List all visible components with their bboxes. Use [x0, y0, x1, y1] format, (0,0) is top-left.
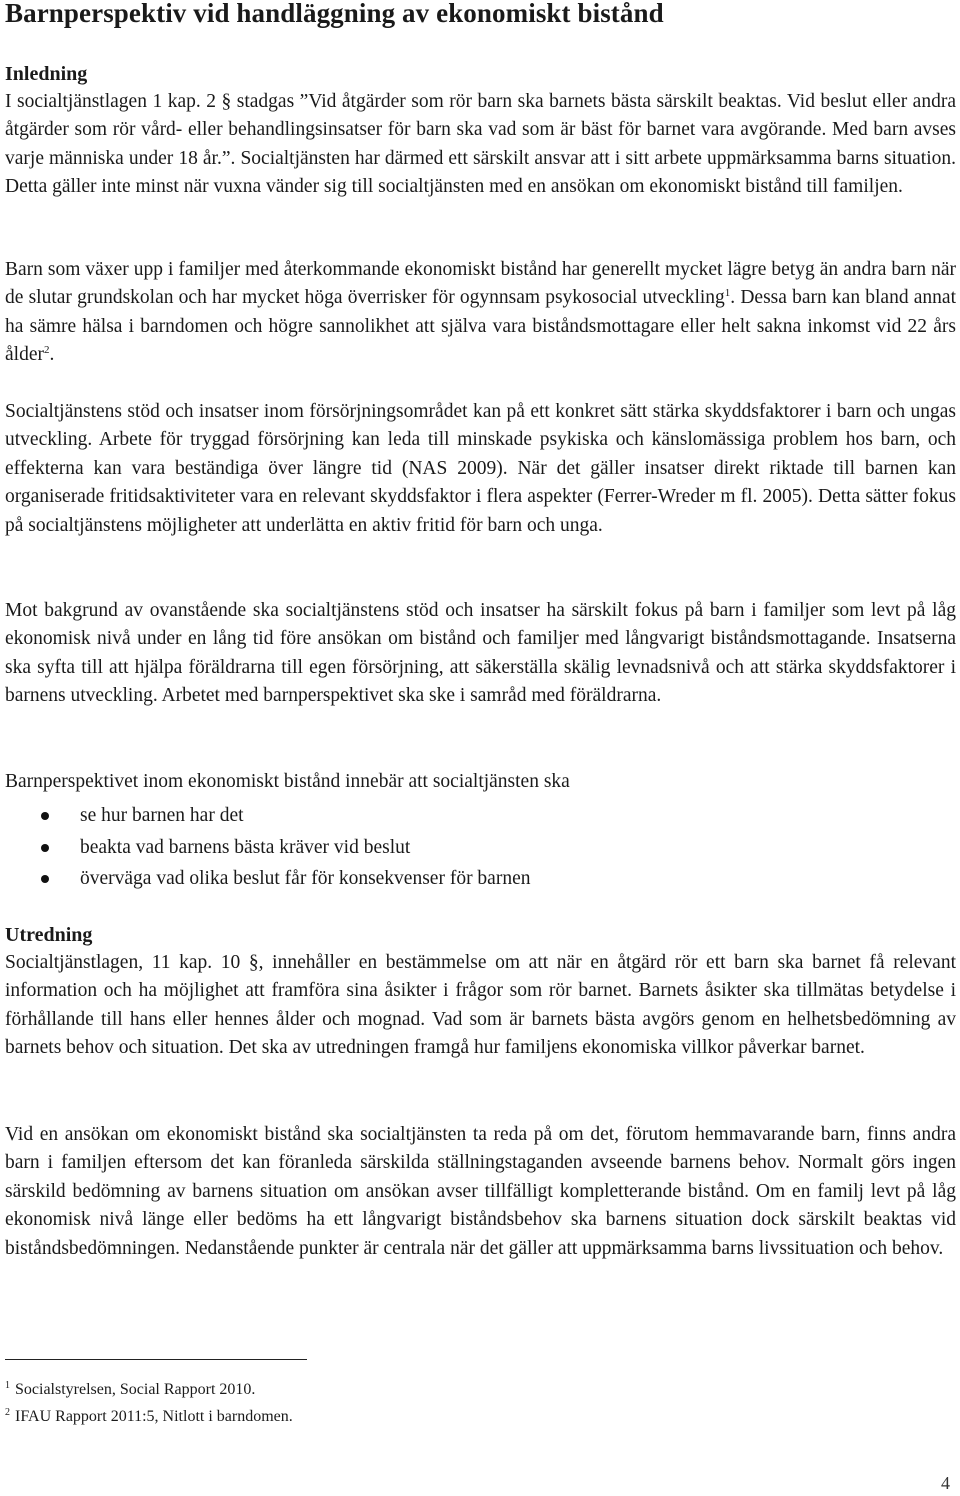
paragraph-text: .: [49, 344, 55, 366]
footnote-text: IFAU Rapport 2011:5, Nitlott i barndomen.: [15, 1408, 293, 1425]
list-item: se hur barnen har det: [5, 800, 956, 832]
section-utredning: [5, 921, 956, 1063]
paragraph-child-perspective: [5, 768, 956, 895]
footnotes: [5, 1376, 293, 1430]
paragraph-text: Barn som växer upp i familjer med återkommande ekonomiskt bistånd har generellt mycket lägre betyg än andra barn när de slutar grundskolan och har mycket höga överrisker för ogynnsam psykosocial utveckling: [5, 259, 956, 309]
document-title: Barnperspektiv vid handläggning av ekonomiskt bistånd: [5, 0, 664, 28]
law-quote-text: I socialtjänstlagen 1 kap. 2 § stadgas ”Vid åtgärder som rör barn ska barnets bästa särskilt beaktas. Vid beslut eller andra åtgärder som rör vård- eller behandlingsinsatser för barn ska vad som är bäst för barnet vara avgörande. Med barn avses varje människa under 18 år.”.: [5, 91, 956, 169]
footnote-item: [5, 1376, 293, 1403]
paragraph-text: Mot bakgrund av ovanstående ska socialtjänstens stöd och insatser ha särskilt fokus på barn i familjer som levt på låg ekonomisk nivå under en lång tid före ansökan om bistånd och familjer med långvarigt biståndsmottagande. Insatserna ska syfta till att hjälpa föräldrarna till egen försörjning, att säkerställa skälig levnadsnivå och att stärka skyddsfaktorer i barnens utveckling. Arbetet med barnperspektivet ska ske i samråd med föräldrarna.: [5, 600, 956, 707]
paragraph-text: Barnperspektivet inom ekonomiskt bistånd innebär att socialtjänsten ska: [5, 771, 570, 792]
footnote-number: 1: [5, 1380, 10, 1391]
list-item: beakta vad barnens bästa kräver vid beslut: [5, 832, 956, 864]
footnote-ref-2: 2: [43, 344, 50, 357]
paragraph-text: . Dessa barn kan bland annat ha sämre hälsa i barndomen och högre sannolikhet att själva vara biståndsmottagare eller helt sakna inkomst vid 22 års ålder: [5, 287, 956, 366]
paragraph-intro-continued: Socialtjänsten har därmed ett särskilt ansvar att i sitt arbete uppmärksamma barns situation. Detta gäller inte minst när vuxna vänder sig till socialtjänsten med en ansökan om ekonomiskt bistånd till familjen.: [5, 147, 956, 198]
footnote-text: Socialstyrelsen, Social Rapport 2010.: [15, 1381, 256, 1398]
paragraph-background: [5, 597, 956, 711]
footnote-ref-1: 1: [724, 287, 731, 300]
paragraph-text: Socialtjänstlagen, 11 kap. 10 §, innehåller en bestämmelse om att när en åtgärd rör ett barn ska barnet få relevant information och ha möjlighet att framföra sina åsikter i frågor som rör barnet. Barnets åsikter ska tillmätas betydelse i förhållande till hans eller hennes ålder och mognad. Vad som är barnets bästa avgörs genom en helhetsbedömning av barnets behov och situation. Det ska av utredningen framgå hur familjens ekonomiska villkor påverkar barnet.: [5, 952, 956, 1059]
paragraph-protective-factors: [5, 398, 956, 540]
footnote-number: 2: [5, 1407, 10, 1418]
list-item: överväga vad olika beslut får för konsekvenser för barnen: [5, 863, 956, 895]
paragraph-text: Vid en ansökan om ekonomiskt bistånd ska socialtjänsten ta reda på om det, förutom hemmavarande barn, finns andra barn i familjen eftersom det kan föranleda särskilda ställningstaganden avseende barnens behov. Normalt görs ingen särskild bedömning av barnens situation om ansökan avser tillfälligt kompletterande bistånd. Om en familj levt på låg ekonomisk nivå länge eller bedöms ha ett långvarigt biståndsbehov ska barnens situation dock särskilt beaktas vid biståndsbedömningen. Nedanstående punkter är centrala när det gäller att uppmärksamma barns livssituation och behov.: [5, 1124, 956, 1259]
bullet-icon: [41, 812, 49, 820]
bullet-icon: [41, 844, 49, 852]
section-inledning: [5, 60, 956, 202]
footnote-item: [5, 1403, 293, 1430]
bullet-icon: [41, 875, 49, 883]
paragraph-children-risk: [5, 256, 956, 370]
bullet-list: [5, 800, 956, 895]
footnote-divider: [5, 1359, 307, 1360]
section-heading-utredning: Utredning: [5, 924, 93, 946]
paragraph-intro: [5, 88, 956, 202]
paragraph-application: [5, 1121, 956, 1263]
page-number: 4: [941, 1473, 950, 1493]
section-heading-inledning: Inledning: [5, 63, 88, 85]
paragraph-text: Socialtjänstens stöd och insatser inom försörjningsområdet kan på ett konkret sätt stärka skyddsfaktorer i barn och ungas utveckling. Arbete för tryggad försörjning kan leda till minskade psykiska och känslomässiga problem hos barn, och effekterna kan vara beständiga över längre tid (NAS 2009). När det gäller insatser direkt riktade till barnen kan organiserade fritidsaktiviteter vara en relevant skyddsfaktor i flera aspekter (Ferrer-Wreder m fl. 2005). Detta sätter fokus på socialtjänstens möjligheter att underlätta en aktiv fritid för barn och unga.: [5, 401, 956, 536]
